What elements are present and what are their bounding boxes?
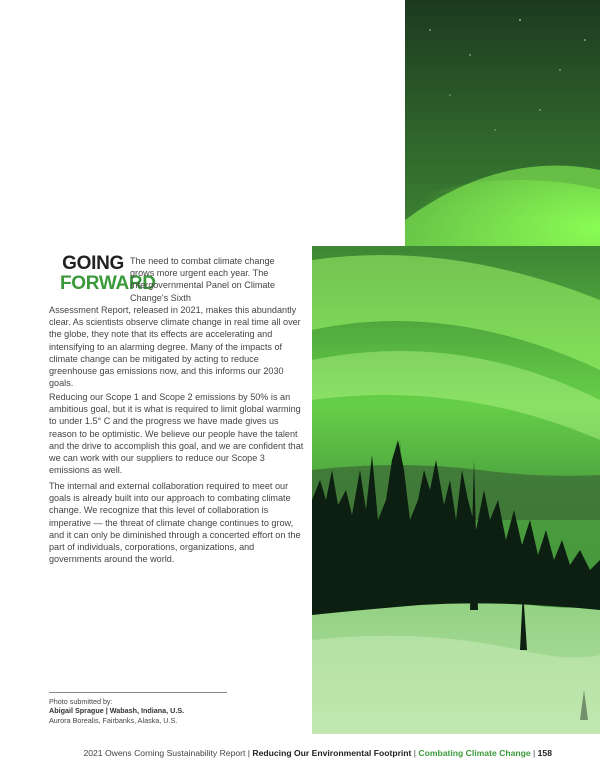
photo-caption: Aurora Borealis, Fairbanks, Alaska, U.S. bbox=[49, 715, 178, 725]
section-heading bbox=[60, 253, 156, 294]
footer-separator: | bbox=[530, 748, 538, 758]
page-number: 158 bbox=[537, 748, 552, 758]
heading-forward: FORWARD bbox=[60, 273, 156, 294]
aurora-landscape bbox=[312, 246, 600, 734]
intro-text-first: The need to combat climate change grows more urgent each year. The Intergovernmental Panel on Climate Change's Sixth bbox=[130, 256, 276, 303]
aurora-photo-main bbox=[312, 246, 600, 734]
page-footer bbox=[0, 748, 552, 758]
footer-separator: | bbox=[411, 748, 419, 758]
footer-separator: | bbox=[245, 748, 253, 758]
aurora-photo-top bbox=[405, 0, 600, 246]
credit-label: Photo submitted by: bbox=[49, 697, 113, 706]
footer-section-link[interactable]: Reducing Our Environmental Footprint bbox=[252, 748, 412, 758]
credit-name: Abigail Sprague | Wabash, Indiana, U.S. bbox=[49, 706, 185, 716]
aurora-photo bbox=[405, 0, 600, 246]
footer-report-title: 2021 Owens Corning Sustainability Report bbox=[83, 748, 246, 758]
paragraph-scope-emissions: Reducing our Scope 1 and Scope 2 emissions by 50% is an ambitious goal, but it is what is required to limit global warming to under 1.5° C and the progress we have made gives us reason to be optimistic. We believe our people have the talent and the drive to accomplish this goal, and we are confident that we can work with our suppliers to reduce our Scope 3 emissions as well. bbox=[49, 392, 304, 476]
intro-text-rest: Assessment Report, released in 2021, makes this abundantly clear. As scientists observe climate change in real time all over the globe, they note that its effects are accelerating and intensifying to an alarming degree. Many of the impacts of climate change can be mitigated by acting to reduce greenhouse gas emissions now, and this informs our 2030 goals. bbox=[49, 305, 301, 389]
heading-going: GOING bbox=[62, 253, 124, 274]
footer-subsection-link[interactable]: Combating Climate Change bbox=[418, 748, 531, 758]
credit-divider bbox=[49, 692, 227, 693]
paragraph-collaboration: The internal and external collaboration required to meet our goals is already built into our approach to combating climate change. We recognize that this level of collaboration is imperative — the threat of climate change continues to grow, and it can only be diminished through a concerted effort on the part of individuals, corporations, organizations, and governments around the world. bbox=[49, 481, 301, 565]
photo-credit bbox=[49, 697, 184, 725]
